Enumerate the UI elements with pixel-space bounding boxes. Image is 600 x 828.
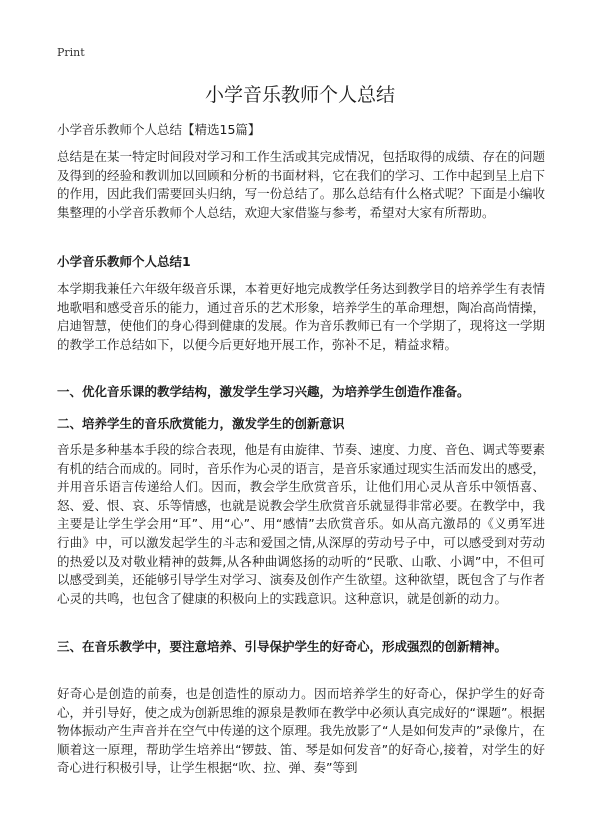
point2-paragraph: 音乐是多种基本手段的综合表现，他是有由旋律、节奏、速度、力度、音色、调式等要素有机的结合而成的。同时，音乐作为心灵的语言，是音乐家通过现实生活而发出的感受，并用音乐语言传递给人们。因而，教会学生欣赏音乐，让他们用心灵从音乐中领悟喜、怒、爱、恨、哀、乐等情感，也就是说教会学生欣赏音乐就显得非常必要。在教学中，我主要是让学生学会用“耳”、用“心”、用“感情”去欣赏音乐。如从高亢激昂的《义勇军进行曲》中，可以激发起学生的斗志和爱国之情,从深厚的劳动号子中，可以感受到对劳动的热爱以及对敬业精神的鼓舞,从各种曲调悠扬的动听的“民歌、山歌、小调”中，不但可以感受到美，还能够引导学生对学习、演奏及创作产生欲望。这种欲望，既包含了与作者心灵的共鸣，也包含了健康的积极向上的实践意识。这种意识，就是创新的动力。 (57, 442, 545, 606)
section1-paragraph: 本学期我兼任六年级年级音乐课，本着更好地完成教学任务达到教学目的培养学生有表情地歌唱和感受音乐的能力，通过音乐的艺术形象，培养学生的革命理想，陶冶高尚情操，启迪智慧，使他们的身心得到健康的发展。作为音乐教师已有一个学期了，现将这一学期的教学工作总结如下，以便今后更好地开展工作，弥补不足，精益求精。 (57, 281, 545, 352)
document-subtitle: 小学音乐教师个人总结【精选15篇】 (57, 122, 261, 137)
point3-heading: 三、在音乐教学中，要注意培养、引导保护学生的好奇心，形成强烈的创新精神。 (57, 639, 508, 654)
point2-heading: 二、培养学生的音乐欣赏能力，激发学生的创新意识 (57, 416, 345, 431)
document-title: 小学音乐教师个人总结 (204, 84, 395, 106)
point3-paragraph: 好奇心是创造的前奏，也是创造性的原动力。因而培养学生的好奇心，保护学生的好奇心，并引导好，使之成为创新思维的源泉是教师在教学中必须认真完成好的“课题”。根据物体振动产生声音并在空气中传递的这个原理。我先放影了“人是如何发声的”录像片，在顺着这一原理，帮助学生培养出“锣鼓、笛、琴是如何发音”的好奇心,接着，对学生的好奇心进行积极引导，让学生根据“吹、拉、弹、奏”等到 (57, 686, 545, 776)
section1-heading: 小学音乐教师个人总结1 (57, 254, 191, 269)
point1-heading: 一、优化音乐课的教学结构，激发学生学习兴趣，为培养学生创造作准备。 (57, 384, 470, 399)
intro-paragraph: 总结是在某一特定时间段对学习和工作生活或其完成情况，包括取得的成绩、存在的问题及得到的经验和教训加以回顾和分析的书面材料，它在我们的学习、工作中起到呈上启下的作用，因此我们需要回头归纳，写一份总结了。那么总结有什么格式呢？下面是小编收集整理的小学音乐教师个人总结，欢迎大家借鉴与参考，希望对大家有所帮助。 (57, 149, 545, 220)
print-label: Print (57, 46, 85, 59)
